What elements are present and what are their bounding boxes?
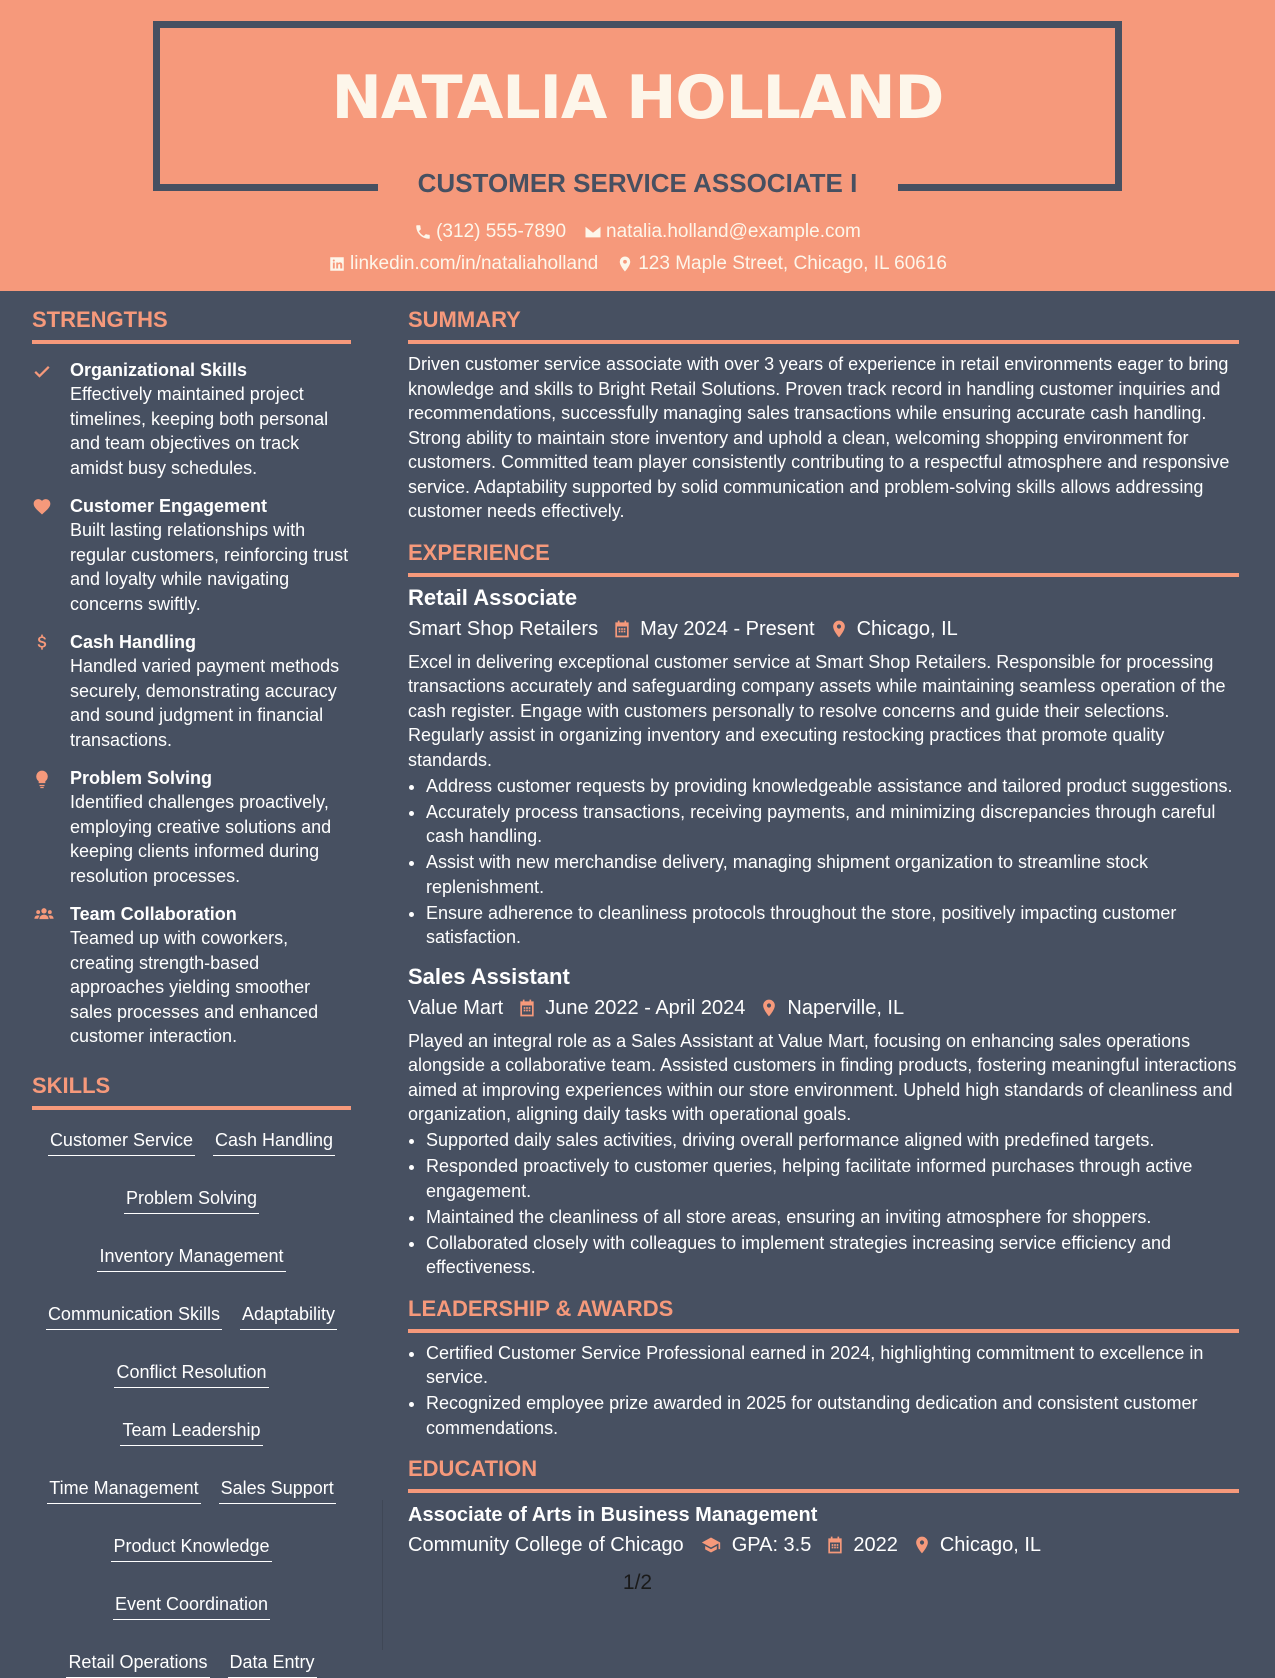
users-icon xyxy=(32,905,56,925)
education-heading: EDUCATION xyxy=(408,1454,1239,1493)
strength-desc: Identified challenges proactively, employing creative solutions and keeping clients informed during resolution processes. xyxy=(70,792,332,886)
strength-desc: Built lasting relationships with regular customers, reinforcing trust and loyalty while navigating concerns swiftly. xyxy=(70,520,349,614)
calendar-icon xyxy=(825,1535,845,1555)
job-description: Played an integral role as a Sales Assistant at Value Mart, focusing on enhancing sales operations alongside a collaborative team. Assisted customers in finding products, fostering meaningful interactions aimed at improving experiences within our store environment. Upheld high standards of cleanliness and organization, aligning daily tasks with operational goals. xyxy=(408,1030,1237,1124)
list-item: • Address customer requests by providing knowledgeable assistance and tailored product suggestions. xyxy=(426,774,1239,799)
education-location: Chicago, IL xyxy=(939,1534,1042,1556)
calendar-icon xyxy=(612,619,632,639)
lightbulb-icon xyxy=(32,769,52,789)
job-description: Excel in delivering exceptional customer service at Smart Shop Retailers. Responsible for processing transactions accurately and safeguarding company assets while maintaining seamless operation of the cash register. Engage with customers personally to resolve concerns and guide their selections. Regularly assist in organizing inventory and executing restocking practices that promote quality standards. xyxy=(408,651,1226,770)
job-location: Naperville, IL xyxy=(787,996,905,1019)
job-title: Retail Associate xyxy=(408,584,578,610)
job-title: Sales Assistant xyxy=(408,963,570,989)
strength-item xyxy=(32,494,351,616)
company-name: Smart Shop Retailers xyxy=(408,617,599,640)
skill-tag: Data Entry xyxy=(228,1650,317,1678)
list-item: • Certified Customer Service Professional earned in 2024, highlighting commitment to excellence in service. xyxy=(426,1341,1239,1390)
list-item: • Recognized employee prize awarded in 2025 for outstanding dedication and consistent customer commendations. xyxy=(426,1391,1239,1440)
skill-tag: Problem Solving xyxy=(124,1186,259,1214)
skill-tag: Customer Service xyxy=(48,1128,195,1156)
list-item: • Supported daily sales activities, driving overall performance aligned with predefined targets. xyxy=(426,1128,1239,1153)
strength-desc: Teamed up with coworkers, creating strength-based approaches yielding smoother sales processes and enhanced customer interaction. xyxy=(70,928,319,1046)
education-degree: Associate of Arts in Business Management xyxy=(408,1504,818,1526)
map-pin-icon xyxy=(759,998,779,1018)
phone-icon xyxy=(414,223,432,241)
right-column xyxy=(408,305,1239,1566)
job-location: Chicago, IL xyxy=(856,617,958,640)
strength-name: Problem Solving xyxy=(70,768,213,788)
strength-item xyxy=(32,766,351,888)
job-entry xyxy=(408,962,1239,1280)
strengths-heading: STRENGTHS xyxy=(32,305,351,344)
awards-list xyxy=(408,1341,1239,1441)
awards-heading: LEADERSHIP & AWARDS xyxy=(408,1294,1239,1333)
skill-tag: Event Coordination xyxy=(113,1592,270,1620)
list-item: • Accurately process transactions, receiving payments, and minimizing discrepancies through careful cash handling. xyxy=(426,800,1239,849)
strength-item xyxy=(32,358,351,480)
skill-tag: Sales Support xyxy=(219,1476,336,1504)
skill-tag: Conflict Resolution xyxy=(114,1360,268,1388)
job-meta xyxy=(408,614,1239,644)
skill-tag: Cash Handling xyxy=(213,1128,335,1156)
candidate-name: NATALIA HOLLAND xyxy=(331,63,944,133)
map-pin-icon xyxy=(912,1535,932,1555)
skill-tag: Communication Skills xyxy=(46,1302,222,1330)
contact-row xyxy=(0,219,1275,245)
linkedin-contact[interactable] xyxy=(328,251,598,277)
skill-tag: Retail Operations xyxy=(66,1650,209,1678)
address-contact xyxy=(616,251,947,277)
skills-heading: SKILLS xyxy=(32,1071,351,1110)
candidate-title: CUSTOMER SERVICE ASSOCIATE I xyxy=(417,168,858,198)
heart-icon xyxy=(32,497,52,517)
list-item: • Maintained the cleanliness of all store areas, ensuring an inviting atmosphere for shoppers. xyxy=(426,1205,1239,1230)
skill-tag: Adaptability xyxy=(240,1302,337,1330)
strength-item xyxy=(32,630,351,752)
strength-desc: Handled varied payment methods securely, demonstrating accuracy and sound judgment in financial transactions. xyxy=(70,656,340,750)
school-name: Community College of Chicago xyxy=(408,1534,684,1556)
strength-name: Customer Engagement xyxy=(70,496,268,516)
dollar-icon xyxy=(32,633,52,653)
summary-text: Driven customer service associate with over 3 years of experience in retail environments eager to bring knowledge and skills to Bright Retail Solutions. Proven track record in handling customer inquiries and recommendations, successfully managing sales transactions while ensuring accurate cash handling. Strong ability to maintain store inventory and uphold a clean, welcoming shopping environment for customers. Committed team player consistently contributing to a respectful atmosphere and responsive service. Adaptability supported by solid communication and problem-solving skills allows addressing customer needs effectively. xyxy=(408,354,1230,521)
phone-contact[interactable] xyxy=(414,219,566,245)
education-year: 2022 xyxy=(853,1534,898,1556)
check-icon xyxy=(32,361,52,381)
resume-header xyxy=(0,0,1275,291)
phone-text: (312) 555-7890 xyxy=(436,221,567,242)
job-dates: May 2024 - Present xyxy=(640,617,815,640)
email-contact[interactable] xyxy=(584,219,861,245)
linkedin-text: linkedin.com/in/nataliaholland xyxy=(350,253,599,274)
email-text: natalia.holland@example.com xyxy=(606,221,861,242)
strength-name: Cash Handling xyxy=(70,632,197,652)
experience-heading: EXPERIENCE xyxy=(408,538,1239,577)
list-item: • Responded proactively to customer queries, helping facilitate informed purchases through active engagement. xyxy=(426,1154,1239,1203)
job-dates: June 2022 - April 2024 xyxy=(545,996,746,1019)
strength-desc: Effectively maintained project timelines, keeping both personal and team objectives on track amidst busy schedules. xyxy=(70,384,329,478)
calendar-icon xyxy=(517,998,537,1018)
strength-item xyxy=(32,902,351,1049)
left-column xyxy=(32,305,351,1678)
map-pin-icon xyxy=(616,255,634,273)
education-gpa: GPA: 3.5 xyxy=(731,1534,812,1556)
envelope-icon xyxy=(584,223,602,241)
page-number: 1/2 xyxy=(622,1571,653,1594)
strength-name: Team Collaboration xyxy=(70,904,237,924)
summary-heading: SUMMARY xyxy=(408,305,1239,344)
skill-tag: Inventory Management xyxy=(97,1244,285,1272)
job-bullets xyxy=(408,774,1239,950)
job-entry xyxy=(408,583,1239,950)
contact-row-2 xyxy=(0,251,1275,277)
job-meta xyxy=(408,993,1239,1023)
list-item: • Ensure adherence to cleanliness protocols throughout the store, positively impacting customer satisfaction. xyxy=(426,901,1239,950)
skill-tag: Time Management xyxy=(47,1476,200,1504)
strength-name: Organizational Skills xyxy=(70,360,248,380)
linkedin-icon xyxy=(328,255,346,273)
skill-tag: Product Knowledge xyxy=(111,1534,271,1562)
map-pin-icon xyxy=(829,619,849,639)
address-text: 123 Maple Street, Chicago, IL 60616 xyxy=(638,253,947,274)
list-item: • Collaborated closely with colleagues to implement strategies increasing service efficiency and effectiveness. xyxy=(426,1231,1239,1280)
list-item: • Assist with new merchandise delivery, managing shipment organization to streamline stock replenishment. xyxy=(426,850,1239,899)
skill-tag: Team Leadership xyxy=(120,1418,262,1446)
graduation-cap-icon xyxy=(698,1535,724,1555)
education-meta xyxy=(408,1530,1239,1560)
company-name: Value Mart xyxy=(408,996,504,1019)
job-bullets xyxy=(408,1128,1239,1280)
